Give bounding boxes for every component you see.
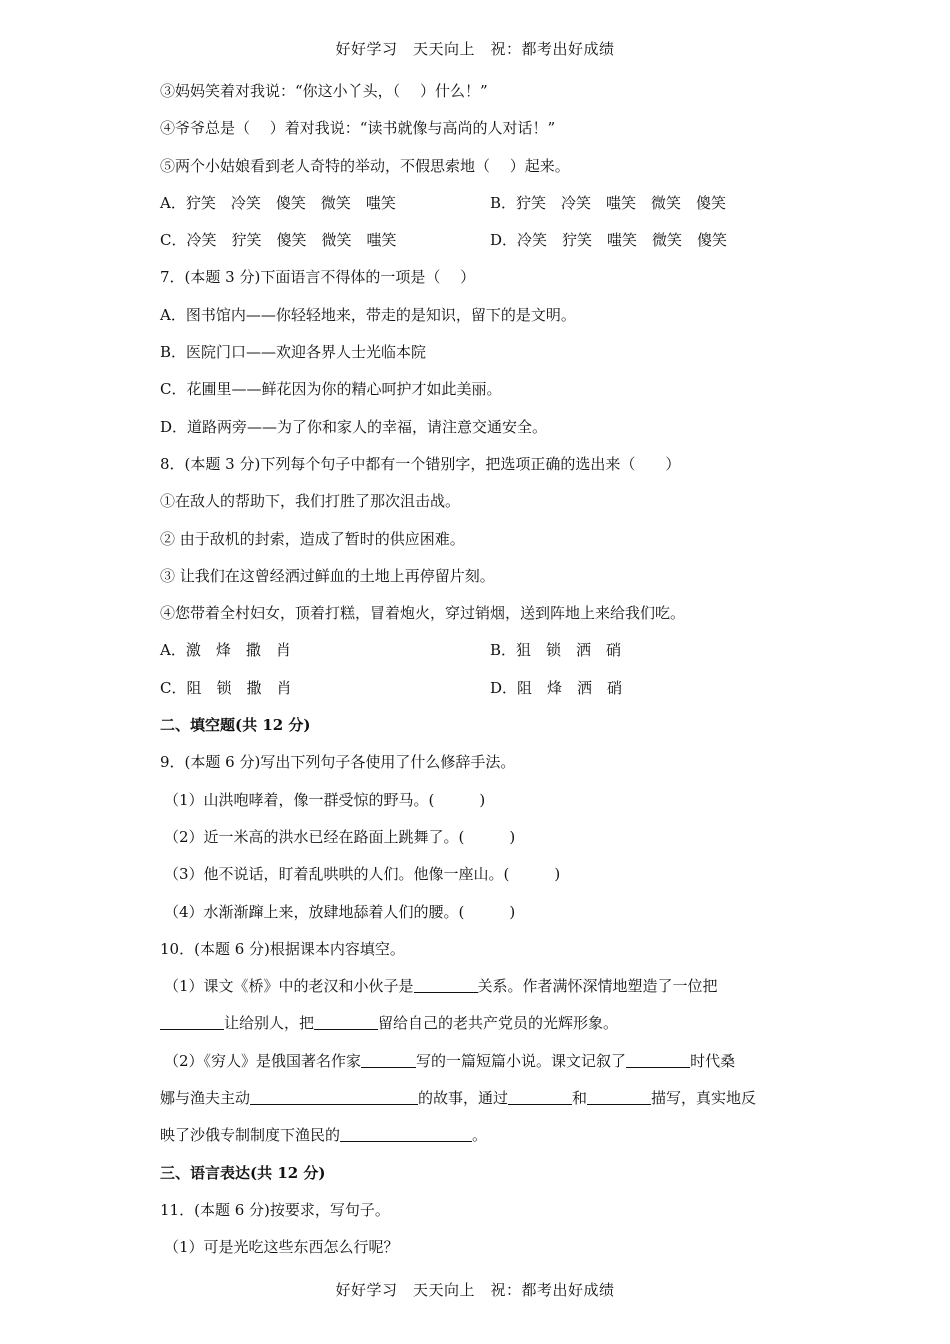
q10-text: 描写，真实地反 [651, 1089, 757, 1108]
q8-options-cd [160, 677, 800, 714]
q9-item-2: （2）近一米高的洪水已经在路面上跳舞了。( ) [164, 827, 516, 846]
q10-item-1-line-1 [160, 975, 800, 1012]
q11-stem: 11．(本题 6 分)按要求，写句子。 [160, 1200, 390, 1219]
q10-item-2-line-3 [160, 1124, 800, 1161]
answer-blank[interactable] [340, 1124, 472, 1142]
q9-stem: 9．(本题 6 分)写出下列句子各使用了什么修辞手法。 [160, 753, 516, 772]
q6-option-d[interactable]: D．冷笑 狞笑 嗤笑 微笑 傻笑 [490, 231, 728, 250]
answer-blank[interactable] [508, 1087, 572, 1105]
q9-item-4: （4）水渐渐蹿上来，放肆地舔着人们的腰。( ) [164, 902, 516, 921]
answer-blank[interactable] [414, 975, 478, 993]
q8-stem: 8．(本题 3 分)下列每个句子中都有一个错别字，把选项正确的选出来（ ） [160, 454, 681, 473]
q11-item-1: （1）可是光吃这些东西怎么行呢？ [164, 1238, 399, 1257]
q6-options-ab [160, 192, 800, 229]
q9-item-3: （3）他不说话，盯着乱哄哄的人们。他像一座山。( ) [164, 865, 561, 884]
q10-item-2-line-1 [160, 1050, 800, 1087]
q8-option-c[interactable]: C．阻 锁 撒 肖 [160, 678, 292, 697]
section-language-title: 三、语言表达(共 12 分) [160, 1163, 326, 1182]
page-header: 好好学习 天天向上 祝：都考出好成绩 [335, 40, 615, 58]
q10-stem: 10．(本题 6 分)根据课本内容填空。 [160, 939, 405, 958]
q6-options-cd [160, 229, 800, 266]
q7-stem: 7．(本题 3 分)下面语言不得体的一项是（ ） [160, 268, 476, 287]
answer-blank[interactable] [314, 1012, 378, 1030]
q10-text: 时代桑 [690, 1051, 736, 1070]
q10-text: 映了沙俄专制制度下渔民的 [160, 1126, 341, 1145]
q6-option-b[interactable]: B．狞笑 冷笑 嗤笑 微笑 傻笑 [490, 193, 727, 212]
q7-option-d[interactable]: D．道路两旁——为了你和家人的幸福，请注意交通安全。 [160, 417, 548, 436]
q10-text: 娜与渔夫主动 [160, 1089, 251, 1108]
answer-blank[interactable] [160, 1012, 224, 1030]
q10-text: 关系。作者满怀深情地塑造了一位把 [477, 977, 718, 996]
q10-text: 的故事，通过 [418, 1089, 509, 1108]
q7-option-a[interactable]: A．图书馆内——你轻轻地来，带走的是知识，留下的是文明。 [160, 305, 576, 324]
q6-sentence-5: ⑤两个小姑娘看到老人奇特的举动，不假思索地（ ）起来。 [160, 156, 570, 175]
q9-item-1: （1）山洪咆哮着，像一群受惊的野马。( ) [164, 790, 486, 809]
q8-sentence-4: ④您带着全村妇女，顶着打糕，冒着炮火，穿过销烟，送到阵地上来给我们吃。 [160, 604, 686, 623]
answer-blank[interactable] [361, 1050, 416, 1068]
q8-option-b[interactable]: B．狙 锁 洒 硝 [490, 641, 622, 660]
q8-sentence-3: ③ 让我们在这曾经洒过鲜血的土地上再停留片刻。 [160, 566, 495, 585]
page-footer: 好好学习 天天向上 祝：都考出好成绩 [335, 1281, 615, 1299]
answer-blank[interactable] [587, 1087, 651, 1105]
exam-content [160, 80, 800, 1274]
answer-blank[interactable] [626, 1050, 690, 1068]
q8-option-a[interactable]: A．激 烽 撒 肖 [160, 641, 291, 660]
section-fill-blank-title: 二、填空题(共 12 分) [160, 716, 311, 735]
q8-option-d[interactable]: D．阻 烽 洒 硝 [490, 678, 623, 697]
q7-option-c[interactable]: C．花圃里——鲜花因为你的精心呵护才如此美丽。 [160, 380, 502, 399]
q10-text: 留给自己的老共产党员的光辉形象。 [378, 1014, 619, 1033]
q10-text: 。 [472, 1126, 488, 1145]
q8-sentence-1: ①在敌人的帮助下，我们打胜了那次沮击战。 [160, 492, 461, 511]
q6-sentence-3: ③妈妈笑着对我说：“你这小丫头，（ ）什么！” [160, 82, 488, 100]
q10-text: 写的一篇短篇小说。课文记叙了 [416, 1051, 627, 1070]
q6-option-c[interactable]: C．冷笑 狞笑 傻笑 微笑 嗤笑 [160, 231, 397, 250]
q8-options-ab [160, 639, 800, 676]
answer-blank[interactable] [250, 1087, 418, 1105]
q10-text: （1）课文《桥》中的老汉和小伙子是 [164, 977, 414, 996]
q10-item-2-line-2 [160, 1087, 800, 1124]
q10-text: （2）《穷人》是俄国著名作家 [164, 1051, 362, 1070]
q10-text: 让给别人，把 [224, 1014, 315, 1033]
q8-sentence-2: ② 由于敌机的封索，造成了暂时的供应困难。 [160, 529, 465, 548]
q6-option-a[interactable]: A．狞笑 冷笑 傻笑 微笑 嗤笑 [160, 193, 396, 212]
q10-item-1-line-2 [160, 1012, 800, 1049]
q10-text: 和 [572, 1089, 588, 1108]
q6-sentence-4: ④爷爷总是（ ）着对我说：“读书就像与高尚的人对话！” [160, 119, 556, 138]
q7-option-b[interactable]: B．医院门口——欢迎各界人士光临本院 [160, 343, 427, 362]
